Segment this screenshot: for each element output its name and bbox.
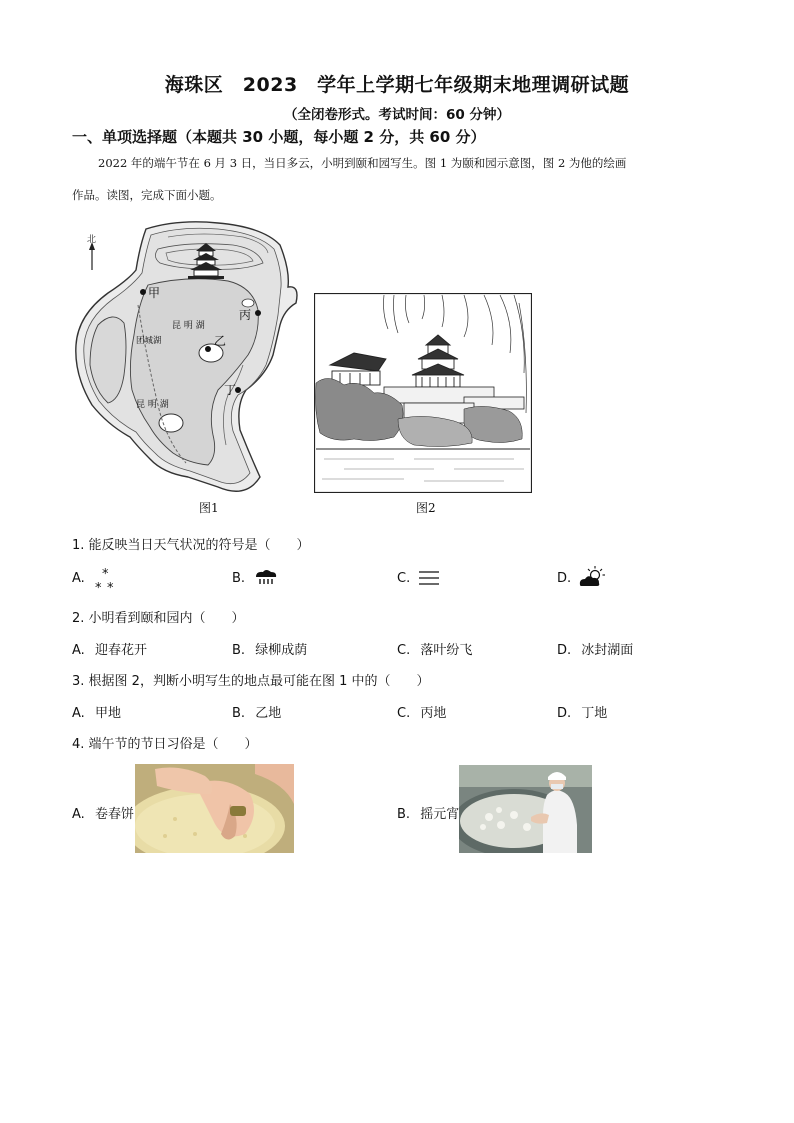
q3-option-a-letter: A. (72, 706, 85, 721)
q3-option-c-text: 丙地 (420, 706, 447, 721)
q1-option-a[interactable] (72, 571, 85, 586)
island-lower-lake (159, 414, 183, 432)
q2-option-d[interactable] (557, 639, 633, 658)
q4-option-b-letter: B. (397, 807, 411, 822)
q1-option-c-letter: C. (397, 571, 411, 586)
snow-icon (94, 567, 118, 593)
q2-option-d-text: 冰封湖面 (581, 643, 634, 658)
q3-option-d[interactable] (557, 702, 607, 721)
question-1-stem: 1. 能反映当日天气状况的符号是（ ） (72, 538, 310, 553)
svg-text:*: * (107, 581, 114, 593)
svg-text:*: * (95, 581, 102, 593)
q2-option-a-letter: A. (72, 643, 85, 658)
label-ding: 丁 (224, 383, 237, 397)
north-label: 北 (87, 235, 97, 245)
page-subtitle: （全闭卷形式。考试时间：60 分钟） (284, 107, 510, 123)
q4-option-b[interactable] (397, 803, 459, 822)
figure2-sketch (314, 293, 532, 493)
figure1-map (68, 215, 308, 505)
figure1-caption: 图1 (199, 501, 219, 515)
q1-option-d-letter: D. (557, 571, 572, 586)
q2-option-a[interactable] (72, 639, 147, 658)
q2-option-b-text: 绿柳成荫 (255, 643, 308, 658)
q2-option-a-text: 迎春花开 (94, 643, 147, 658)
q2-option-d-letter: D. (557, 643, 572, 658)
label-yi: 乙 (214, 334, 227, 348)
q2-option-c-letter: C. (397, 643, 411, 658)
q3-option-c-letter: C. (397, 706, 411, 721)
q2-option-b-letter: B. (232, 643, 246, 658)
q4-option-b-text: 摇元宵 (420, 807, 460, 822)
q1-option-a-letter: A. (72, 571, 85, 586)
label-bing: 丙 (239, 308, 252, 322)
point-bing (255, 310, 261, 316)
fog-icon (418, 570, 440, 586)
partly-cloudy-icon (578, 566, 606, 588)
section-heading: 一、单项选择题（本题共 30 小题，每小题 2 分，共 60 分） (72, 128, 486, 146)
svg-text:*: * (102, 567, 109, 582)
point-yi (205, 346, 211, 352)
yuanxiao-photo (459, 765, 592, 853)
figure2-caption: 图2 (416, 501, 436, 515)
question-3-stem: 3. 根据图 2，判断小明写生的地点最可能在图 1 中的（ ） (72, 674, 430, 689)
q3-option-b[interactable] (232, 702, 281, 721)
page-title: 海珠区 2023 学年上学期七年级期末地理调研试题 (164, 74, 630, 96)
label-tuancheng-lake: 团城湖 (136, 336, 162, 346)
q4-option-a-text: 卷春饼 (94, 807, 134, 822)
intro-line-2: 作品。读图，完成下面小题。 (72, 188, 222, 202)
q3-option-d-letter: D. (557, 706, 572, 721)
q1-option-c[interactable] (397, 571, 410, 586)
q2-option-c[interactable] (397, 639, 472, 658)
q1-option-b[interactable] (232, 571, 245, 586)
q3-option-a-text: 甲地 (94, 706, 121, 721)
rain-icon (254, 569, 278, 585)
question-2-stem: 2. 小明看到颐和园内（ ） (72, 611, 245, 626)
q2-option-c-text: 落叶纷飞 (420, 643, 473, 658)
intro-line-1: 2022 年的端午节在 6 月 3 日，当日多云，小明到颐和园写生。图 1 为颐和园示意图，图 2 为他的绘画 (98, 156, 627, 170)
q1-option-b-letter: B. (232, 571, 246, 586)
question-4-stem: 4. 端午节的节日习俗是（ ） (72, 737, 258, 752)
point-jia (140, 289, 146, 295)
label-jia: 甲 (148, 286, 161, 300)
q2-option-b[interactable] (232, 639, 307, 658)
q1-option-d[interactable] (557, 571, 571, 586)
island-small (242, 299, 254, 307)
q3-option-b-text: 乙地 (255, 706, 282, 721)
q3-option-b-letter: B. (232, 706, 246, 721)
q3-option-d-text: 丁地 (581, 706, 608, 721)
label-kunming-lake-upper: 昆 明 湖 (172, 321, 205, 331)
q3-option-c[interactable] (397, 702, 446, 721)
q4-option-a[interactable] (72, 803, 134, 822)
spring-roll-photo (135, 764, 294, 853)
q4-option-a-letter: A. (72, 807, 85, 822)
label-kunming-lake-lower: 昆 明 湖 (136, 400, 169, 410)
q3-option-a[interactable] (72, 702, 121, 721)
